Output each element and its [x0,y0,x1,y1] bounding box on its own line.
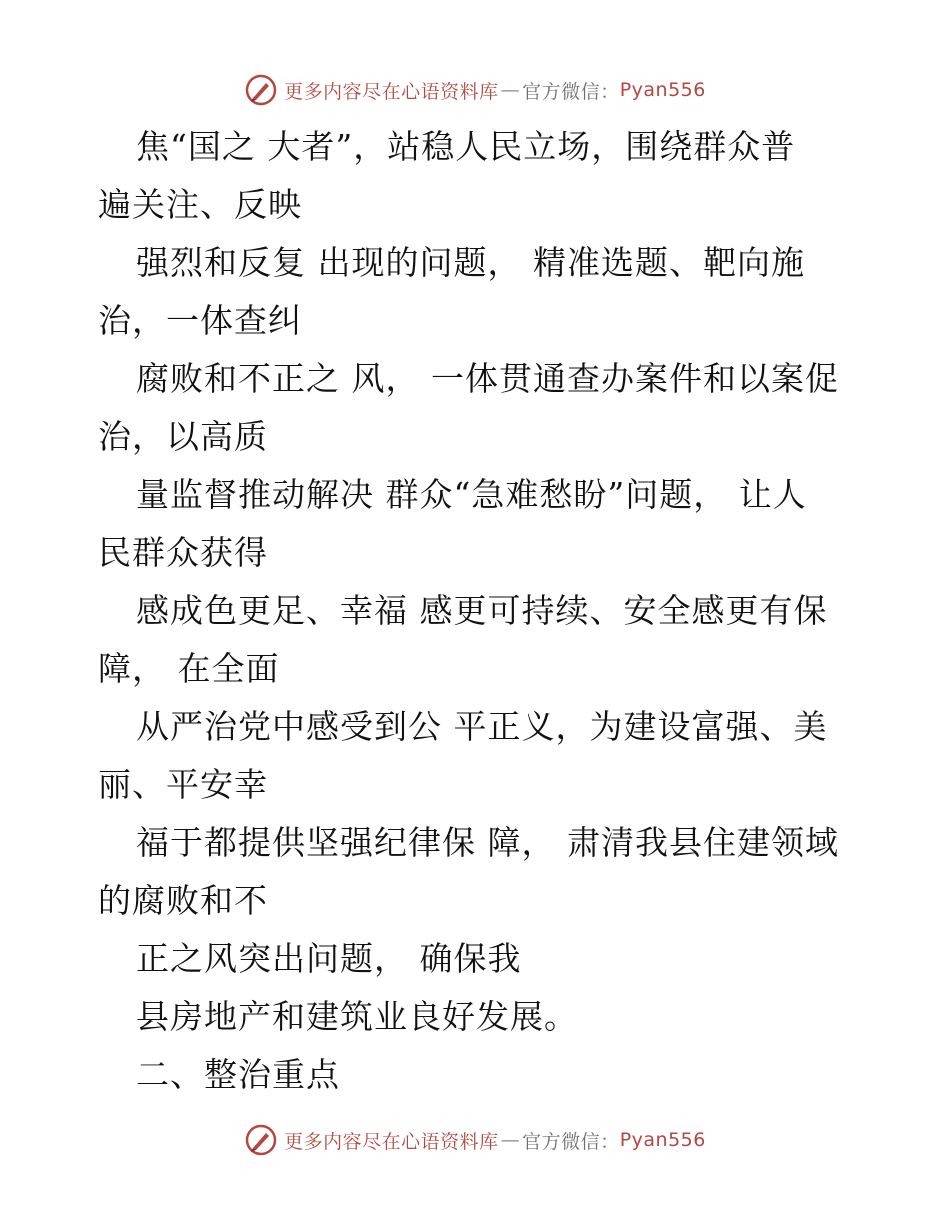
watermark-account: Pyan556 [619,1129,706,1151]
watermark-official-label: 官方微信： [522,80,620,103]
body-line: 治，一体查纠 [98,301,302,340]
pen-circle-icon [244,1123,278,1157]
body-line: 丽、平安幸 [98,765,268,804]
document-body [98,118,858,1104]
body-line: 量监督推动解决 群众“急难愁盼”问题， 让人 [136,475,807,514]
body-line: 障， 在全面 [98,649,280,688]
section-heading: 二、整治重点 [136,1055,340,1094]
watermark-official-label: 官方微信： [522,1130,620,1153]
body-line: 正之风突出问题， 确保我 [136,939,522,978]
watermark-brand: 更多内容尽在心语资料库 [284,80,499,103]
pen-circle-icon [244,73,278,107]
watermark-separator: — [500,1129,521,1151]
body-line: 感成色更足、幸福 感更可持续、安全感更有保 [136,591,828,630]
body-line: 民群众获得 [98,533,268,572]
body-line: 腐败和不正之 风， 一体贯通查办案件和以案促 [136,359,839,398]
body-line: 从严治党中感受到公 平正义，为建设富强、美 [136,707,828,746]
watermark-separator: — [500,79,521,101]
body-line: 福于都提供坚强纪律保 障， 肃清我县住建领域 [136,823,839,862]
body-line: 强烈和反复 出现的问题， 精准选题、靶向施 [136,243,805,282]
watermark-brand: 更多内容尽在心语资料库 [284,1130,499,1153]
body-line: 治，以高质 [98,417,268,456]
body-line: 县房地产和建筑业良好发展。 [136,997,578,1036]
watermark-account: Pyan556 [619,79,706,101]
body-line: 的腐败和不 [98,881,268,920]
header-watermark [0,70,950,110]
footer-watermark [0,1120,950,1160]
body-line: 遍关注、反映 [98,185,302,224]
body-line: 焦“国之 大者”，站稳人民立场，围绕群众普 [136,127,796,166]
